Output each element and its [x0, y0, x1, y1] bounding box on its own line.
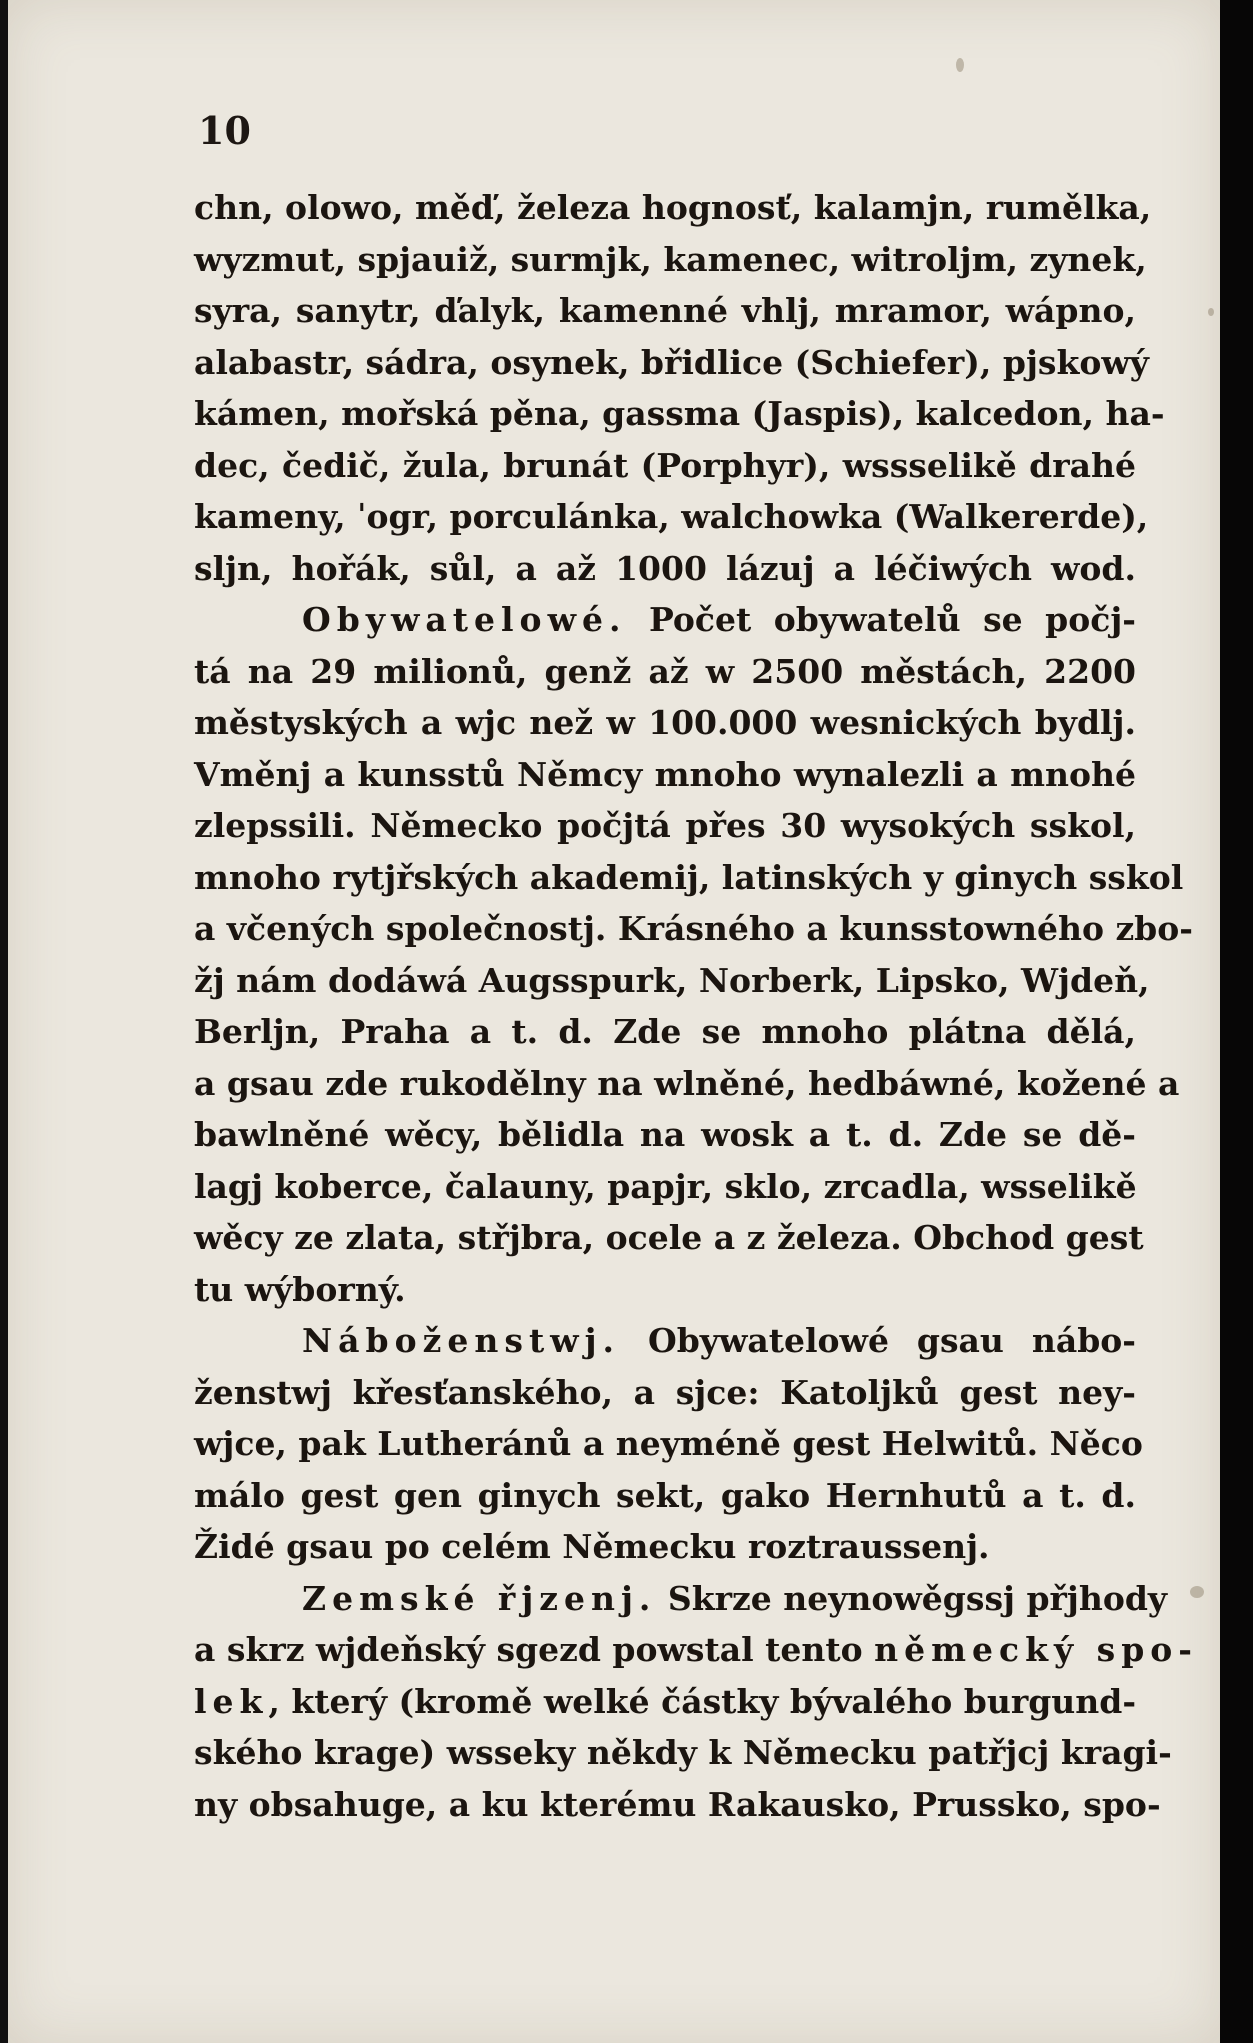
text-line — [194, 1573, 1168, 1625]
text-line — [194, 1418, 1143, 1470]
section-heading: lek — [194, 1681, 269, 1721]
text-run: wjce, pak Lutheránů a neyméně gest Helwitů. Něco — [194, 1424, 1143, 1463]
text-line — [194, 182, 1152, 234]
text-run: wyzmut, spjauiž, surmjk, kamenec, witroljm, zynek, — [194, 239, 1147, 279]
text-run: wěcy ze zlata, střjbra, ocele a z železa. Obchod gest — [194, 1218, 1144, 1257]
text-run: Obywatelowé gsau nábo- — [620, 1321, 1136, 1360]
text-line — [194, 337, 1149, 389]
section-heading: Zemské řjzenj. — [302, 1578, 657, 1618]
text-line — [194, 1624, 1198, 1676]
text-run: zlepssili. Německo počjtá přes 30 wysokých sskol, — [194, 806, 1136, 845]
text-run: syra, sanytr, ďalyk, kamenné vhlj, mramor, wápno, — [194, 291, 1136, 330]
text-run: kámen, mořská pěna, gassma (Jaspis), kalcedon, ha- — [194, 394, 1165, 433]
text-run: ny obsahuge, a ku kterému Rakausko, Prussko, spo- — [194, 1784, 1161, 1824]
text-line — [194, 749, 1136, 801]
text-line — [194, 543, 1136, 595]
text-run: tá na 29 milionů, genž až w 2500 městách, 2200 — [194, 651, 1136, 691]
ink-speck — [956, 58, 964, 72]
text-run: městyských a wjc než w 100.000 wesnických bydlj. — [194, 703, 1136, 742]
text-line — [194, 1264, 1136, 1316]
page-edge-shadow — [1220, 0, 1253, 2043]
text-run: sljn, hořák, sůl, a až 1000 lázuj a léčiwých wod. — [194, 548, 1136, 588]
text-line — [194, 440, 1136, 492]
text-run: ského krage) wsseky někdy k Německu patřjcj kragi- — [194, 1733, 1172, 1772]
text-line — [194, 1470, 1136, 1522]
text-line — [194, 388, 1165, 440]
text-line — [194, 1727, 1172, 1779]
book-page — [8, 0, 1220, 2043]
section-heading: Náboženstwj. — [302, 1321, 621, 1360]
text-line — [194, 1779, 1161, 1831]
section-heading: německý spo- — [874, 1630, 1198, 1669]
text-run: alabastr, sádra, osynek, břidlice (Schiefer), pjskowý — [194, 342, 1149, 382]
ink-speck — [1190, 1586, 1204, 1598]
text-run: bawlněné wěcy, bělidla na wosk a t. d. Zde se dě- — [194, 1115, 1136, 1154]
text-line — [194, 646, 1136, 698]
text-run: žj nám dodáwá Augsspurk, Norberk, Lipsko, Wjdeň, — [194, 960, 1150, 1000]
text-line — [194, 1315, 1136, 1367]
text-run: a gsau zde rukodělny na wlněné, hedbáwné, kožené a — [194, 1063, 1180, 1103]
text-line — [194, 852, 1184, 904]
text-run: mnoho rytjřských akademij, latinských y ginych sskol — [194, 857, 1184, 897]
page-number: 10 — [198, 108, 251, 153]
text-line — [194, 697, 1136, 749]
text-line — [194, 1006, 1136, 1058]
text-line — [194, 800, 1136, 852]
text-run: a skrz wjdeňský sgezd powstal tento — [194, 1630, 875, 1669]
body-text — [194, 182, 1198, 1830]
text-run: , který (kromě welké částky bývalého burgund- — [268, 1681, 1137, 1721]
text-line — [194, 234, 1147, 286]
text-run: Berljn, Praha a t. d. Zde se mnoho plátna dělá, — [194, 1012, 1136, 1051]
text-run: a včených společnostj. Krásného a kunsstowného zbo- — [194, 909, 1193, 948]
text-line — [194, 594, 1136, 646]
text-line — [194, 1521, 1136, 1573]
text-run: kameny, ˈogr, porculánka, walchowka (Walkererde), — [194, 497, 1149, 536]
text-line — [194, 1676, 1136, 1728]
text-run: Skrze neynowěgssj přjhody — [656, 1578, 1168, 1618]
text-run: ženstwj křesťanského, a sjce: Katoljků gest ney- — [194, 1372, 1136, 1412]
text-run: tu wýborný. — [194, 1269, 406, 1309]
text-line — [194, 285, 1136, 337]
text-run: Vměnj a kunsstů Němcy mnoho wynalezli a mnohé — [194, 754, 1136, 794]
text-run: Počet obywatelů se počj- — [626, 600, 1136, 639]
text-run: lagj koberce, čalauny, papjr, sklo, zrcadla, wsselikě — [194, 1166, 1137, 1206]
text-line — [194, 903, 1193, 955]
text-line — [194, 955, 1150, 1007]
section-heading: Obywatelowé. — [302, 600, 627, 639]
text-line — [194, 491, 1149, 543]
text-line — [194, 1058, 1180, 1110]
text-line — [194, 1367, 1136, 1419]
text-line — [194, 1161, 1136, 1213]
text-run: chn, olowo, měď, železa hognosť, kalamjn, rumělka, — [194, 188, 1152, 227]
text-line — [194, 1109, 1136, 1161]
text-run: Židé gsau po celém Německu roztraussenj. — [194, 1527, 990, 1566]
text-run: dec, čedič, žula, brunát (Porphyr), wssselikě drahé — [194, 445, 1136, 485]
text-line — [194, 1212, 1144, 1264]
text-run: málo gest gen ginych sekt, gako Hernhutů a t. d. — [194, 1475, 1136, 1515]
ink-speck — [1208, 308, 1214, 316]
